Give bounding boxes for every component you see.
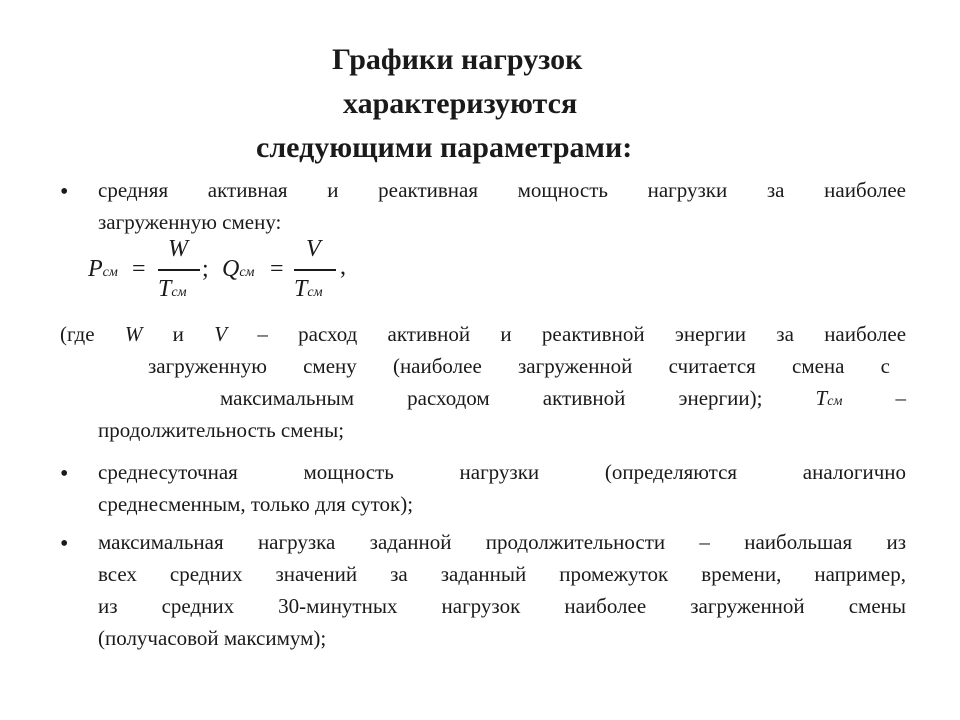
title-line-2: характеризуются — [343, 87, 578, 120]
note-t-sub: см — [827, 394, 843, 409]
bullet-icon: • — [60, 179, 69, 205]
formula-t2-sub: см — [307, 285, 323, 300]
formula-v: V — [306, 236, 321, 262]
item-1-line-2: загруженную смену: — [98, 210, 282, 234]
formula-p-sub: см — [102, 265, 118, 280]
note-line-3-text: максимальным расходом активной энергии); — [220, 386, 763, 410]
note-line-3 — [220, 382, 906, 418]
title-line-1: Графики нагрузок — [332, 43, 583, 76]
title-line-3: следующими параметрами: — [256, 131, 633, 164]
bullet-icon: • — [60, 531, 69, 557]
item-2-line-2: среднесменным, только для суток); — [98, 492, 414, 516]
item-3-line-2: всех средних значений за заданный промежуток времени, например, — [98, 562, 906, 586]
formula-q: Q — [222, 256, 240, 282]
formula-sep: ; — [202, 256, 209, 282]
item-3-line-1: максимальная нагрузка заданной продолжительности – наибольшая из — [98, 530, 906, 554]
item-3-line-3: из средних 30-минутных нагрузок наиболее загруженной смены — [98, 594, 906, 618]
note-w: W — [124, 322, 143, 346]
note-line-4: продолжительность смены; — [98, 418, 345, 442]
bullet-icon: • — [60, 461, 69, 487]
note-dash: – — [895, 386, 906, 410]
note-where: (где — [60, 322, 95, 346]
formula-t2: T — [294, 276, 308, 302]
formula-p: P — [88, 256, 103, 282]
note-and: и — [172, 322, 184, 346]
note-line-2: загруженную смену (наиболее загруженной считается смена с — [148, 354, 890, 378]
formula-w: W — [168, 236, 188, 262]
formula-t1: T — [158, 276, 172, 302]
formula-eq-1: = — [132, 256, 146, 282]
formula-comma: , — [340, 254, 346, 280]
fraction-bar-2 — [294, 269, 336, 271]
note-desc: – расход активной и реактивной энергии за наиболее — [257, 322, 907, 346]
formula-t1-sub: см — [171, 285, 187, 300]
note-v: V — [214, 322, 228, 346]
note-t: T — [815, 386, 828, 410]
item-3-line-4: (получасовой максимум); — [98, 626, 327, 650]
formula — [88, 236, 388, 312]
item-1-line-1: средняя активная и реактивная мощность нагрузки за наиболее — [98, 178, 906, 202]
formula-eq-2: = — [270, 256, 284, 282]
fraction-bar-1 — [158, 269, 200, 271]
note-line-1 — [60, 318, 906, 350]
formula-q-sub: см — [239, 265, 255, 280]
item-2-line-1: среднесуточная мощность нагрузки (определяются аналогично — [98, 460, 906, 484]
